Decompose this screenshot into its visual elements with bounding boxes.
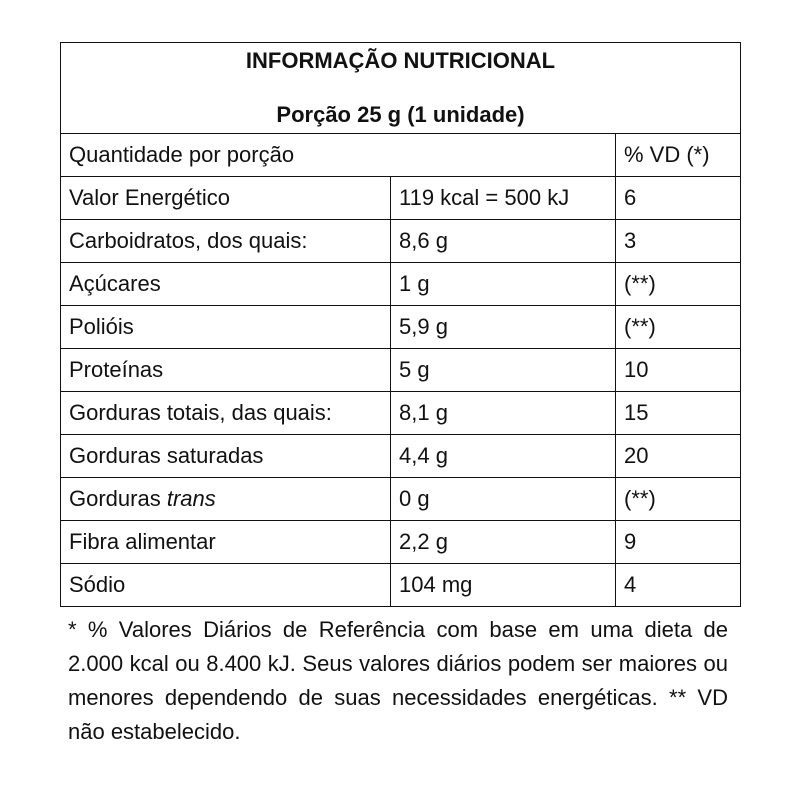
nutrient-name: Proteínas xyxy=(61,349,391,392)
nutrition-table xyxy=(60,42,741,607)
table-row xyxy=(61,564,741,607)
nutrient-name: Carboidratos, dos quais: xyxy=(61,220,391,263)
table-row xyxy=(61,177,741,220)
table-row xyxy=(61,306,741,349)
nutrient-dv: 6 xyxy=(616,177,741,220)
nutrient-dv: (**) xyxy=(616,263,741,306)
nutrient-dv: 20 xyxy=(616,435,741,478)
nutrient-name: Açúcares xyxy=(61,263,391,306)
serving-size: Porção 25 g (1 unidade) xyxy=(276,102,525,127)
table-row xyxy=(61,263,741,306)
nutrient-dv: (**) xyxy=(616,306,741,349)
footnote: * % Valores Diários de Referência com base em uma dieta de 2.000 kcal ou 8.400 kJ. Seus valores diários podem ser maiores ou menores dependendo de suas necessidades energéticas. ** VD não estabelecido. xyxy=(68,617,728,744)
nutrient-name: Gorduras saturadas xyxy=(61,435,391,478)
daily-value-header: % VD (*) xyxy=(616,134,741,177)
nutrient-amount: 1 g xyxy=(391,263,616,306)
table-row xyxy=(61,392,741,435)
nutrient-dv: 10 xyxy=(616,349,741,392)
nutrient-name: Sódio xyxy=(61,564,391,607)
nutrient-amount: 8,1 g xyxy=(391,392,616,435)
nutrient-name: Fibra alimentar xyxy=(61,521,391,564)
nutrient-dv: 3 xyxy=(616,220,741,263)
table-row xyxy=(61,478,741,521)
nutrient-amount: 8,6 g xyxy=(391,220,616,263)
nutrient-name: Valor Energético xyxy=(61,177,391,220)
nutrient-name: Gorduras totais, das quais: xyxy=(61,392,391,435)
nutrient-amount: 4,4 g xyxy=(391,435,616,478)
quantity-per-serving-header: Quantidade por porção xyxy=(61,134,616,177)
table-row xyxy=(61,435,741,478)
nutrient-amount: 104 mg xyxy=(391,564,616,607)
nutrient-amount: 5,9 g xyxy=(391,306,616,349)
nutrient-name-prefix: Gorduras xyxy=(69,486,167,511)
nutrient-name-italic: trans xyxy=(166,486,216,511)
nutrient-amount: 0 g xyxy=(391,478,616,521)
nutrient-dv: 15 xyxy=(616,392,741,435)
nutrient-dv: 9 xyxy=(616,521,741,564)
table-row xyxy=(61,521,741,564)
nutrient-amount: 5 g xyxy=(391,349,616,392)
nutrient-name: Polióis xyxy=(61,306,391,349)
nutrient-amount: 2,2 g xyxy=(391,521,616,564)
table-title-cell xyxy=(61,43,741,134)
table-header-row xyxy=(61,43,741,134)
nutrition-facts-label xyxy=(60,42,740,749)
nutrient-amount: 119 kcal = 500 kJ xyxy=(391,177,616,220)
nutrient-dv: 4 xyxy=(616,564,741,607)
nutrient-name xyxy=(61,478,391,521)
nutrient-dv: (**) xyxy=(616,478,741,521)
table-row xyxy=(61,349,741,392)
column-header-row xyxy=(61,134,741,177)
table-row xyxy=(61,220,741,263)
table-title: INFORMAÇÃO NUTRICIONAL xyxy=(245,48,556,73)
